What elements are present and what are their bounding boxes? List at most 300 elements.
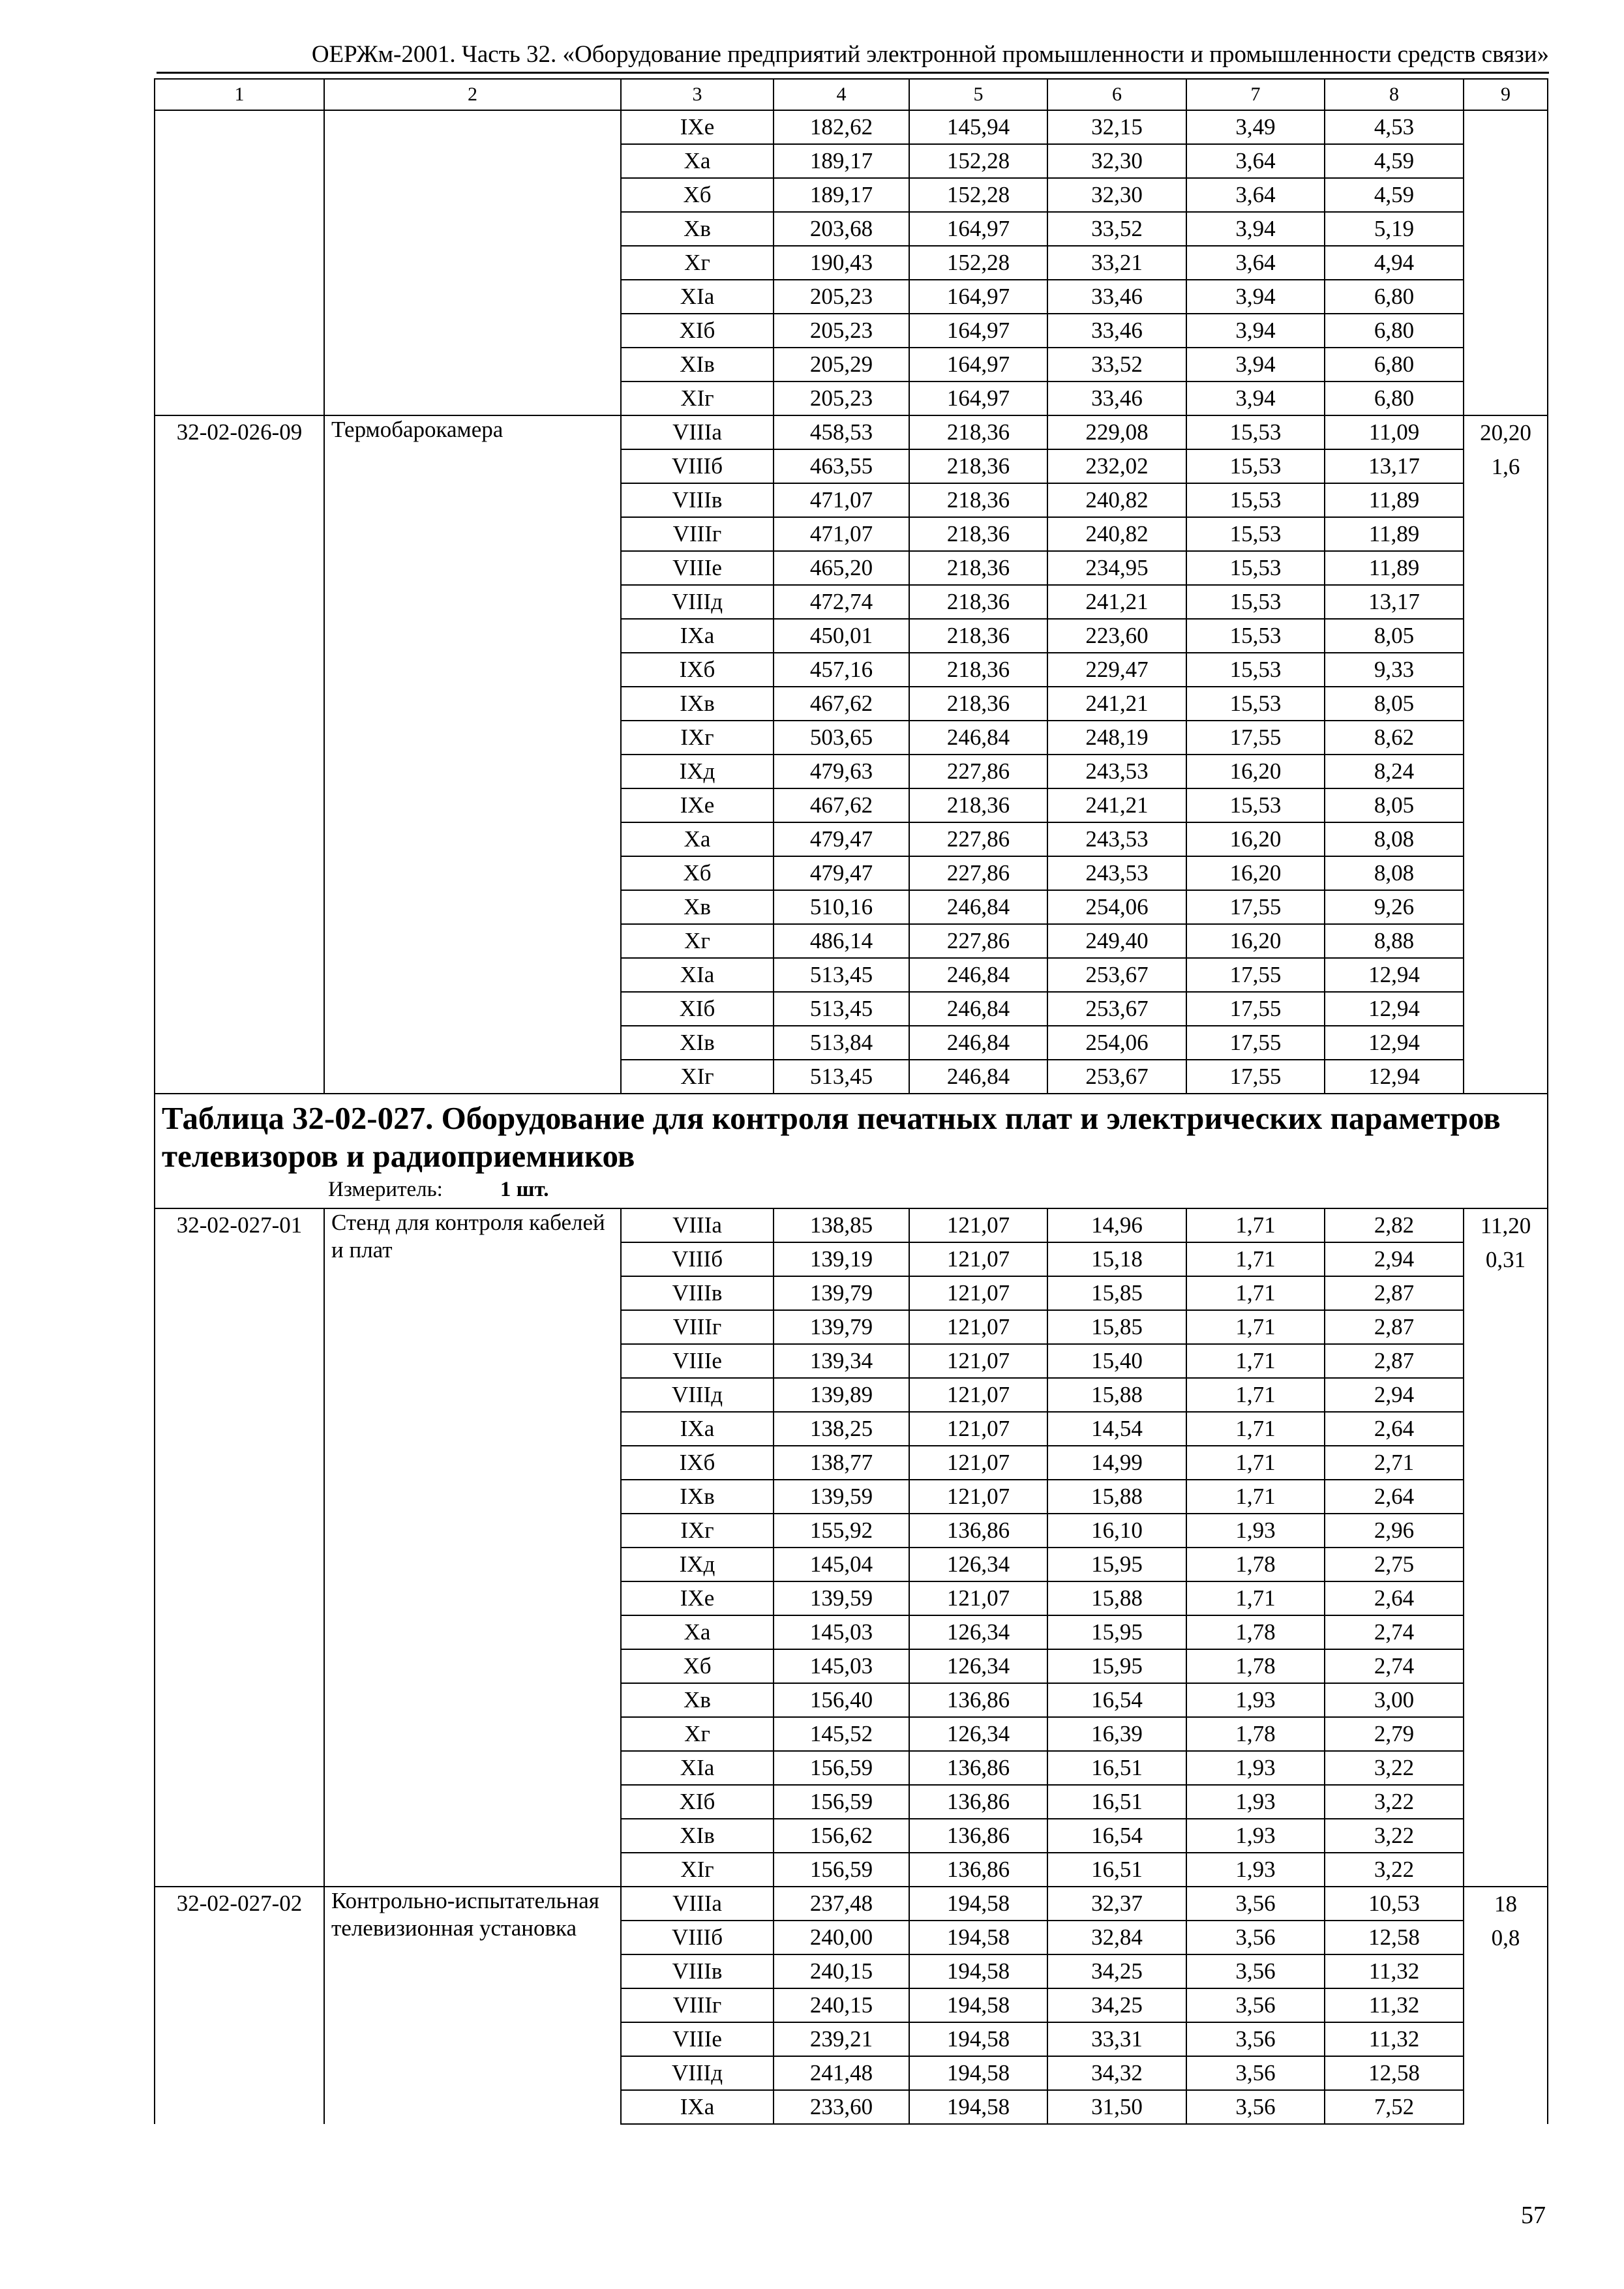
wages: 194,58 (909, 2022, 1047, 2056)
materials: 4,59 (1325, 178, 1464, 212)
machinist-wages: 1,71 (1186, 1480, 1325, 1514)
machinist-wages: 3,94 (1186, 348, 1325, 382)
measure-value: 1 шт. (500, 1178, 549, 1201)
wages: 126,34 (909, 1548, 1047, 1581)
materials: 8,08 (1325, 856, 1464, 890)
machinist-wages: 3,94 (1186, 280, 1325, 314)
labor-cost (1464, 415, 1548, 1094)
total-cost: 156,59 (774, 1785, 909, 1819)
machine-cost: 15,88 (1047, 1480, 1186, 1514)
wages: 136,86 (909, 1785, 1047, 1819)
machine-cost: 241,21 (1047, 788, 1186, 822)
table-heading (155, 1094, 1548, 1208)
wages: 121,07 (909, 1412, 1047, 1446)
total-cost: 145,04 (774, 1548, 909, 1581)
materials: 5,19 (1325, 212, 1464, 246)
machinist-wages: 17,55 (1186, 1026, 1325, 1060)
item-code: 32-02-027-02 (155, 1887, 324, 2124)
machinist-wages: 1,71 (1186, 1446, 1325, 1480)
item-code: 32-02-026-09 (155, 415, 324, 1094)
total-cost: 233,60 (774, 2090, 909, 2124)
wages: 218,36 (909, 415, 1047, 449)
total-cost: 239,21 (774, 2022, 909, 2056)
materials: 2,64 (1325, 1581, 1464, 1615)
tariff-zone: Xа (621, 144, 774, 178)
machine-cost: 253,67 (1047, 992, 1186, 1026)
machine-cost: 229,08 (1047, 415, 1186, 449)
total-cost: 513,45 (774, 992, 909, 1026)
tariff-zone: VIIIб (621, 1242, 774, 1276)
machine-cost: 241,21 (1047, 687, 1186, 721)
total-cost: 240,00 (774, 1921, 909, 1954)
total-cost: 203,68 (774, 212, 909, 246)
tariff-zone: IXд (621, 1548, 774, 1581)
wages: 152,28 (909, 246, 1047, 280)
tariff-zone: XIа (621, 958, 774, 992)
wages: 164,97 (909, 314, 1047, 348)
materials: 3,22 (1325, 1751, 1464, 1785)
total-cost: 139,34 (774, 1344, 909, 1378)
machine-cost: 249,40 (1047, 924, 1186, 958)
running-header: ОЕРЖм-2001. Часть 32. «Оборудование предприятий электронной промышленности и промышленности средств связи» (157, 38, 1549, 74)
machine-cost: 254,06 (1047, 890, 1186, 924)
total-cost: 205,23 (774, 280, 909, 314)
total-cost: 237,48 (774, 1887, 909, 1921)
machine-cost: 14,96 (1047, 1208, 1186, 1242)
total-cost: 463,55 (774, 449, 909, 483)
labor-cost (1464, 110, 1548, 415)
materials: 2,94 (1325, 1378, 1464, 1412)
norms-table (154, 78, 1548, 2125)
tariff-zone: XIг (621, 1060, 774, 1094)
materials: 9,33 (1325, 653, 1464, 687)
total-cost: 471,07 (774, 483, 909, 517)
tariff-zone: VIIIа (621, 1887, 774, 1921)
labor-hours: 11,20 (1480, 1213, 1531, 1238)
total-cost: 156,59 (774, 1751, 909, 1785)
machine-cost: 15,18 (1047, 1242, 1186, 1276)
materials: 12,94 (1325, 958, 1464, 992)
machine-cost: 14,99 (1047, 1446, 1186, 1480)
materials: 12,94 (1325, 1026, 1464, 1060)
wages: 194,58 (909, 1921, 1047, 1954)
total-cost: 138,85 (774, 1208, 909, 1242)
machinist-wages: 3,64 (1186, 246, 1325, 280)
materials: 12,58 (1325, 1921, 1464, 1954)
wages: 194,58 (909, 1988, 1047, 2022)
tariff-zone: IXе (621, 1581, 774, 1615)
machine-cost: 243,53 (1047, 822, 1186, 856)
total-cost: 467,62 (774, 788, 909, 822)
machine-cost: 33,52 (1047, 348, 1186, 382)
table-header-row (155, 1094, 1548, 1208)
materials: 3,22 (1325, 1819, 1464, 1853)
wages: 194,58 (909, 2056, 1047, 2090)
wages: 194,58 (909, 1887, 1047, 1921)
wages: 194,58 (909, 2090, 1047, 2124)
materials: 12,58 (1325, 2056, 1464, 2090)
materials: 3,00 (1325, 1683, 1464, 1717)
machinist-wages: 1,71 (1186, 1378, 1325, 1412)
machine-cost: 33,52 (1047, 212, 1186, 246)
machine-cost: 15,40 (1047, 1344, 1186, 1378)
machinist-wages: 17,55 (1186, 992, 1325, 1026)
machinist-wages: 15,53 (1186, 619, 1325, 653)
total-cost: 472,74 (774, 585, 909, 619)
total-cost: 513,45 (774, 958, 909, 992)
materials: 4,59 (1325, 144, 1464, 178)
tariff-zone: IXв (621, 1480, 774, 1514)
tariff-zone: IXе (621, 788, 774, 822)
machine-cost: 32,30 (1047, 144, 1186, 178)
machinist-wages: 15,53 (1186, 585, 1325, 619)
wages: 218,36 (909, 585, 1047, 619)
wages: 218,36 (909, 619, 1047, 653)
machine-cost: 223,60 (1047, 619, 1186, 653)
machinist-wages: 1,78 (1186, 1615, 1325, 1649)
wages: 218,36 (909, 551, 1047, 585)
total-cost: 139,79 (774, 1276, 909, 1310)
machinist-wages: 15,53 (1186, 483, 1325, 517)
tariff-zone: XIв (621, 348, 774, 382)
materials: 2,64 (1325, 1412, 1464, 1446)
wages: 227,86 (909, 755, 1047, 788)
tariff-zone: VIIIв (621, 1954, 774, 1988)
materials: 13,17 (1325, 449, 1464, 483)
machine-cost: 16,54 (1047, 1683, 1186, 1717)
tariff-zone: IXв (621, 687, 774, 721)
wages: 121,07 (909, 1378, 1047, 1412)
tariff-zone: VIIIг (621, 1988, 774, 2022)
machine-cost: 33,46 (1047, 382, 1186, 415)
machinist-wages: 3,56 (1186, 1988, 1325, 2022)
total-cost: 457,16 (774, 653, 909, 687)
total-cost: 241,48 (774, 2056, 909, 2090)
tariff-zone: Xа (621, 822, 774, 856)
machine-cost: 240,82 (1047, 517, 1186, 551)
materials: 8,05 (1325, 619, 1464, 653)
materials: 2,64 (1325, 1480, 1464, 1514)
measure-label: Измеритель: (328, 1178, 443, 1201)
machinist-wages: 3,94 (1186, 314, 1325, 348)
machinist-wages: 3,56 (1186, 2056, 1325, 2090)
total-cost: 139,59 (774, 1581, 909, 1615)
machinist-wages: 1,93 (1186, 1514, 1325, 1548)
wages: 136,86 (909, 1853, 1047, 1887)
wages: 218,36 (909, 449, 1047, 483)
materials: 10,53 (1325, 1887, 1464, 1921)
wages: 246,84 (909, 992, 1047, 1026)
materials: 11,32 (1325, 1954, 1464, 1988)
wages: 218,36 (909, 517, 1047, 551)
total-cost: 145,03 (774, 1615, 909, 1649)
machinist-wages: 17,55 (1186, 1060, 1325, 1094)
total-cost: 139,59 (774, 1480, 909, 1514)
materials: 11,89 (1325, 517, 1464, 551)
total-cost: 486,14 (774, 924, 909, 958)
machinist-wages: 3,64 (1186, 144, 1325, 178)
machinist-wages: 15,53 (1186, 788, 1325, 822)
total-cost: 156,59 (774, 1853, 909, 1887)
total-cost: 205,23 (774, 382, 909, 415)
item-name (324, 110, 621, 415)
materials: 7,52 (1325, 2090, 1464, 2124)
machinist-labor-hours: 0,31 (1485, 1247, 1526, 1272)
total-cost: 513,45 (774, 1060, 909, 1094)
machine-cost: 34,25 (1047, 1988, 1186, 2022)
machinist-wages: 3,56 (1186, 2090, 1325, 2124)
tariff-zone: XIа (621, 280, 774, 314)
labor-hours: 20,20 (1480, 420, 1531, 445)
wages: 218,36 (909, 687, 1047, 721)
tariff-zone: IXе (621, 110, 774, 144)
table-row (155, 1887, 1548, 1921)
machine-cost: 32,30 (1047, 178, 1186, 212)
machine-cost: 232,02 (1047, 449, 1186, 483)
machinist-wages: 1,71 (1186, 1242, 1325, 1276)
tariff-zone: XIв (621, 1819, 774, 1853)
materials: 9,26 (1325, 890, 1464, 924)
wages: 136,86 (909, 1751, 1047, 1785)
table-row (155, 1208, 1548, 1242)
machinist-wages: 3,49 (1186, 110, 1325, 144)
table-row (155, 415, 1548, 449)
wages: 246,84 (909, 1026, 1047, 1060)
machinist-wages: 3,64 (1186, 178, 1325, 212)
machinist-wages: 1,71 (1186, 1276, 1325, 1310)
column-number: 8 (1325, 79, 1464, 110)
materials: 11,89 (1325, 551, 1464, 585)
machine-cost: 15,85 (1047, 1310, 1186, 1344)
total-cost: 205,23 (774, 314, 909, 348)
wages: 164,97 (909, 212, 1047, 246)
tariff-zone: VIIIе (621, 1344, 774, 1378)
machine-cost: 15,95 (1047, 1649, 1186, 1683)
machine-cost: 33,21 (1047, 246, 1186, 280)
machinist-wages: 15,53 (1186, 449, 1325, 483)
total-cost: 189,17 (774, 144, 909, 178)
materials: 3,22 (1325, 1853, 1464, 1887)
wages: 136,86 (909, 1514, 1047, 1548)
machine-cost: 253,67 (1047, 1060, 1186, 1094)
machinist-wages: 15,53 (1186, 551, 1325, 585)
total-cost: 458,53 (774, 415, 909, 449)
machinist-wages: 3,94 (1186, 382, 1325, 415)
machine-cost: 240,82 (1047, 483, 1186, 517)
tariff-zone: VIIIб (621, 1921, 774, 1954)
total-cost: 479,47 (774, 856, 909, 890)
machine-cost: 14,54 (1047, 1412, 1186, 1446)
machinist-wages: 1,93 (1186, 1785, 1325, 1819)
column-number: 1 (155, 79, 324, 110)
machinist-labor-hours: 0,8 (1491, 1925, 1520, 1951)
total-cost: 205,29 (774, 348, 909, 382)
tariff-zone: IXг (621, 1514, 774, 1548)
materials: 2,87 (1325, 1344, 1464, 1378)
materials: 2,71 (1325, 1446, 1464, 1480)
machine-cost: 16,39 (1047, 1717, 1186, 1751)
total-cost: 182,62 (774, 110, 909, 144)
total-cost: 450,01 (774, 619, 909, 653)
tariff-zone: Xг (621, 1717, 774, 1751)
tariff-zone: Xг (621, 246, 774, 280)
machinist-wages: 16,20 (1186, 856, 1325, 890)
machinist-labor-hours: 1,6 (1491, 454, 1520, 479)
measure-line (162, 1175, 1542, 1204)
materials: 12,94 (1325, 992, 1464, 1026)
tariff-zone: Xа (621, 1615, 774, 1649)
machinist-wages: 3,56 (1186, 1954, 1325, 1988)
tariff-zone: IXб (621, 1446, 774, 1480)
machinist-wages: 1,78 (1186, 1717, 1325, 1751)
wages: 121,07 (909, 1310, 1047, 1344)
wages: 126,34 (909, 1615, 1047, 1649)
wages: 246,84 (909, 958, 1047, 992)
column-number: 5 (909, 79, 1047, 110)
materials: 11,32 (1325, 2022, 1464, 2056)
total-cost: 471,07 (774, 517, 909, 551)
machinist-wages: 1,71 (1186, 1344, 1325, 1378)
machine-cost: 15,95 (1047, 1548, 1186, 1581)
tariff-zone: VIIIд (621, 1378, 774, 1412)
total-cost: 465,20 (774, 551, 909, 585)
machine-cost: 16,51 (1047, 1751, 1186, 1785)
tariff-zone: Xб (621, 178, 774, 212)
machinist-wages: 1,71 (1186, 1412, 1325, 1446)
machinist-wages: 1,93 (1186, 1853, 1325, 1887)
machinist-wages: 1,93 (1186, 1683, 1325, 1717)
tariff-zone: Xв (621, 890, 774, 924)
machine-cost: 31,50 (1047, 2090, 1186, 2124)
tariff-zone: IXа (621, 1412, 774, 1446)
total-cost: 156,40 (774, 1683, 909, 1717)
wages: 152,28 (909, 144, 1047, 178)
total-cost: 190,43 (774, 246, 909, 280)
tariff-zone: Xб (621, 1649, 774, 1683)
tariff-zone: XIг (621, 1853, 774, 1887)
materials: 2,75 (1325, 1548, 1464, 1581)
materials: 3,22 (1325, 1785, 1464, 1819)
wages: 121,07 (909, 1208, 1047, 1242)
machine-cost: 15,88 (1047, 1378, 1186, 1412)
total-cost: 479,63 (774, 755, 909, 788)
tariff-zone: Xв (621, 212, 774, 246)
total-cost: 240,15 (774, 1954, 909, 1988)
table-row (155, 110, 1548, 144)
total-cost: 479,47 (774, 822, 909, 856)
materials: 2,87 (1325, 1276, 1464, 1310)
labor-cost (1464, 1208, 1548, 1887)
tariff-zone: VIIIг (621, 1310, 774, 1344)
machinist-wages: 17,55 (1186, 890, 1325, 924)
wages: 218,36 (909, 483, 1047, 517)
materials: 2,87 (1325, 1310, 1464, 1344)
machine-cost: 32,37 (1047, 1887, 1186, 1921)
machine-cost: 241,21 (1047, 585, 1186, 619)
machinist-wages: 1,71 (1186, 1310, 1325, 1344)
tariff-zone: XIб (621, 1785, 774, 1819)
total-cost: 145,03 (774, 1649, 909, 1683)
column-number: 9 (1464, 79, 1548, 110)
machinist-wages: 16,20 (1186, 924, 1325, 958)
machine-cost: 16,51 (1047, 1853, 1186, 1887)
materials: 8,24 (1325, 755, 1464, 788)
wages: 218,36 (909, 788, 1047, 822)
tariff-zone: VIIIе (621, 2022, 774, 2056)
machine-cost: 243,53 (1047, 755, 1186, 788)
total-cost: 138,77 (774, 1446, 909, 1480)
labor-cost (1464, 1887, 1548, 2124)
machine-cost: 15,95 (1047, 1615, 1186, 1649)
machinist-wages: 15,53 (1186, 415, 1325, 449)
total-cost: 138,25 (774, 1412, 909, 1446)
tariff-zone: XIв (621, 1026, 774, 1060)
materials: 13,17 (1325, 585, 1464, 619)
machine-cost: 16,51 (1047, 1785, 1186, 1819)
materials: 8,05 (1325, 788, 1464, 822)
machine-cost: 248,19 (1047, 721, 1186, 755)
machine-cost: 34,25 (1047, 1954, 1186, 1988)
wages: 136,86 (909, 1683, 1047, 1717)
total-cost: 139,19 (774, 1242, 909, 1276)
materials: 12,94 (1325, 1060, 1464, 1094)
materials: 11,32 (1325, 1988, 1464, 2022)
machinist-wages: 15,53 (1186, 517, 1325, 551)
wages: 194,58 (909, 1954, 1047, 1988)
tariff-zone: VIIIе (621, 551, 774, 585)
wages: 121,07 (909, 1581, 1047, 1615)
column-number: 2 (324, 79, 621, 110)
machinist-wages: 1,78 (1186, 1548, 1325, 1581)
wages: 164,97 (909, 382, 1047, 415)
wages: 246,84 (909, 1060, 1047, 1094)
machine-cost: 15,88 (1047, 1581, 1186, 1615)
machinist-wages: 1,78 (1186, 1649, 1325, 1683)
item-name: Термобарокамера (324, 415, 621, 1094)
wages: 136,86 (909, 1819, 1047, 1853)
tariff-zone: XIб (621, 314, 774, 348)
machine-cost: 34,32 (1047, 2056, 1186, 2090)
materials: 4,53 (1325, 110, 1464, 144)
machinist-wages: 17,55 (1186, 958, 1325, 992)
tariff-zone: VIIIб (621, 449, 774, 483)
materials: 4,94 (1325, 246, 1464, 280)
machinist-wages: 15,53 (1186, 687, 1325, 721)
tariff-zone: VIIIа (621, 1208, 774, 1242)
total-cost: 467,62 (774, 687, 909, 721)
total-cost: 189,17 (774, 178, 909, 212)
machinist-wages: 1,71 (1186, 1208, 1325, 1242)
wages: 164,97 (909, 348, 1047, 382)
machine-cost: 243,53 (1047, 856, 1186, 890)
wages: 164,97 (909, 280, 1047, 314)
wages: 218,36 (909, 653, 1047, 687)
tariff-zone: VIIIд (621, 2056, 774, 2090)
tariff-zone: VIIIв (621, 1276, 774, 1310)
machinist-wages: 1,71 (1186, 1581, 1325, 1615)
tariff-zone: VIIIа (621, 415, 774, 449)
machinist-wages: 3,56 (1186, 2022, 1325, 2056)
wages: 121,07 (909, 1276, 1047, 1310)
tariff-zone: XIа (621, 1751, 774, 1785)
machinist-wages: 1,93 (1186, 1751, 1325, 1785)
wages: 246,84 (909, 890, 1047, 924)
machine-cost: 33,31 (1047, 2022, 1186, 2056)
wages: 121,07 (909, 1242, 1047, 1276)
tariff-zone: IXа (621, 2090, 774, 2124)
machinist-wages: 17,55 (1186, 721, 1325, 755)
wages: 121,07 (909, 1446, 1047, 1480)
